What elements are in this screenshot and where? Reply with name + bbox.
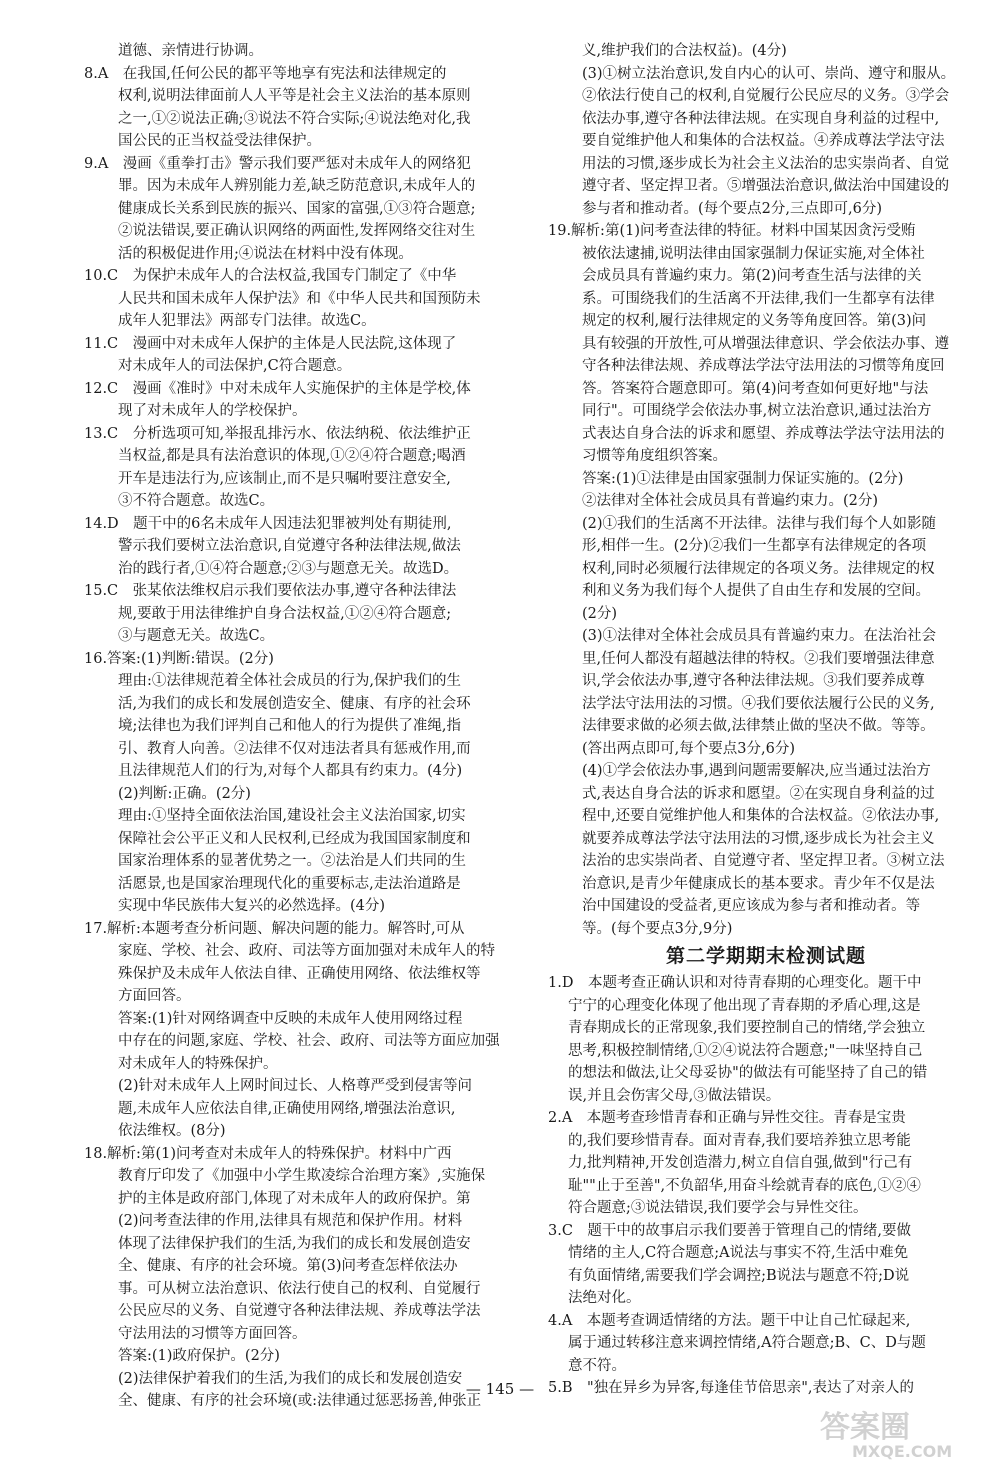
text-line: 用法的习惯,逐步成长为社会主义法治的忠实崇尚者、自觉 <box>582 155 950 172</box>
text-line: 遵守者、坚定捍卫者。⑤增强法治意识,做法治中国建设的 <box>582 178 950 194</box>
text-line: 青春期成长的正常现象,我们要控制自己的情绪,学会独立 <box>568 1020 926 1036</box>
text-line: 依法办事,遵守各种法律法规。在实现自身利益的过程中, <box>582 110 940 127</box>
text-line: 境;法律也为我们评判自己和他人的行为提供了准绳,指 <box>118 718 461 734</box>
text-line: 意不符。 <box>568 1357 626 1374</box>
text-line: 义,维护我们的合法权益)。(4分) <box>582 43 787 59</box>
text-line: 守各种法律法规、养成尊法学法守法用法的习惯等角度回 <box>582 358 945 374</box>
text-line: 当权益,都是具有法治意识的体现,①②④符合题意;喝酒 <box>118 448 466 464</box>
text-line: (2)①我们的生活离不开法律。法律与我们每个人如影随 <box>582 515 937 532</box>
text-line: 2.A 本题考查珍惜青春和正确与异性交往。青春是宝贵 <box>548 1110 906 1126</box>
text-line: 等。(每个要点3分,9分) <box>582 920 733 937</box>
text-line: 有负面情绪,需要我们学会调控;B说法与题意不符;D说 <box>568 1267 910 1284</box>
text-line: 1.D 本题考查正确认识和对待青春期的心理变化。题干中 <box>548 975 922 991</box>
text-line: 之一,①②说法正确;③说法不符合实际;④说法绝对化,我 <box>118 110 471 127</box>
text-line: 规定的权利,履行法律规定的义务等角度回答。第(3)问 <box>582 313 927 329</box>
text-line: 依法维权。(8分) <box>118 1123 226 1139</box>
text-line: 的想法和做法,让父母妥协"的做法有可能坚持了自己的错 <box>568 1065 928 1081</box>
text-line: 式表达自身合法的诉求和愿望、养成尊法学法守法用法的 <box>582 425 945 442</box>
text-line: 法治的忠实崇尚者、自觉遵守者、坚定捍卫者。③树立法 <box>582 853 945 869</box>
text-line: 利和义务为我们每个人提供了自由生存和发展的空间。 <box>582 583 930 599</box>
text-line: (2)针对未成年人上网时间过长、人格尊严受到侵害等问 <box>118 1078 473 1094</box>
text-line: 形,相伴一生。(2分)②我们一生都享有法律规定的各项 <box>582 538 927 554</box>
text-line: 活,为我们的成长和发展创造安全、健康、有序的社会环 <box>118 695 471 712</box>
text-line: 答。答案符合题意即可。第(4)问考查如何更好地"与法 <box>582 380 929 397</box>
text-line: 法律要求做的必须去做,法律禁止做的坚决不做。等等。 <box>582 718 935 734</box>
text-line: 9.A 漫画《重拳打击》警示我们要严惩对未成年人的网络犯 <box>84 155 471 172</box>
text-line: (2)判断:正确。(2分) <box>118 785 251 802</box>
text-line: 教育厅印发了《加强中小学生欺凌综合治理方案》,实施保 <box>118 1168 486 1184</box>
text-line: 4.A 本题考查调适情绪的方法。题干中让自己忙碌起来, <box>548 1312 911 1329</box>
text-line: 全、健康、有序的社会环境。第(3)问考查怎样依法办 <box>118 1258 458 1274</box>
text-line: (答出两点即可,每个要点3分,6分) <box>582 740 795 757</box>
text-line: 式,表达自身合法的诉求和愿望。②在实现自身利益的过 <box>582 785 935 802</box>
text-line: 事。可从树立法治意识、依法行使自己的权利、自觉履行 <box>118 1280 481 1297</box>
text-line: 会成员具有普遍约束力。第(2)问考查生活与法律的关 <box>582 268 922 284</box>
text-line: 里,任何人都没有超越法律的特权。②我们要增强法律意 <box>582 650 935 667</box>
text-line: 18.解析:第(1)问考查对未成年人的特殊保护。材料中广西 <box>84 1145 452 1162</box>
text-line: 健康成长关系到民族的振兴、国家的富强,①③符合题意; <box>118 200 476 217</box>
text-line: 12.C 漫画《准时》中对未成年人实施保护的主体是学校,体 <box>84 380 471 397</box>
text-line: 题,未成年人应依法自律,正确使用网络,增强法治意识, <box>118 1100 456 1117</box>
watermark-logo <box>812 1401 982 1461</box>
text-line: 的,我们要珍惜青春。面对青春,我们要培养独立思考能 <box>568 1132 911 1149</box>
text-line: (2)问考查法律的作用,法律具有规范和保护作用。材料 <box>118 1213 463 1229</box>
text-line: (2)法律保护着我们的生活,为我们的成长和发展创造安 <box>118 1370 463 1387</box>
text-line: 治的践行者,①④符合题意;②③与题意无关。故选D。 <box>118 560 459 577</box>
text-line: 14.D 题干中的6名未成年人因违法犯罪被判处有期徒刑, <box>84 515 452 532</box>
text-line: 开车是违法行为,应该制止,而不是只嘱咐要注意安全, <box>118 470 451 487</box>
text-line: 答案:(1)①法律是由国家强制力保证实施的。(2分) <box>582 470 904 487</box>
text-line: 10.C 为保护未成年人的合法权益,我国专门制定了《中华 <box>84 268 457 284</box>
text-line: 对未成年人的特殊保护。 <box>118 1055 278 1072</box>
text-line: 公民应尽的义务、自觉遵守各种法律法规、养成尊法学法 <box>118 1303 481 1319</box>
text-line: ②说法错误,要正确认识网络的两面性,发挥网络交往对生 <box>118 223 476 239</box>
text-line: 答案:(1)针对网络调查中反映的未成年人使用网络过程 <box>118 1010 463 1027</box>
text-line: 护的主体是政府部门,体现了对未成年人的政府保护。第 <box>118 1190 471 1207</box>
text-line: 要自觉维护他人和集体的合法权益。④养成尊法学法守法 <box>582 133 945 149</box>
text-line: 16.答案:(1)判断:错误。(2分) <box>84 650 274 667</box>
text-line: 11.C 漫画中对未成年人保护的主体是人民法院,这体现了 <box>84 335 457 352</box>
text-line: 3.C 题干中的故事启示我们要善于管理自己的情绪,要做 <box>548 1222 912 1239</box>
text-line: ②依法行使自己的权利,自觉履行公民应尽的义务。③学会 <box>582 88 950 104</box>
text-line: 8.A 在我国,任何公民的都平等地享有宪法和法律规定的 <box>84 65 447 82</box>
watermark-domain: MXQE.COM <box>852 1442 953 1461</box>
text-line: 耻""止于至善",不负韶华,用奋斗绘就青春的底色,①②④ <box>568 1177 921 1194</box>
text-line: 17.解析:本题考查分析问题、解决问题的能力。解答时,可从 <box>84 920 465 937</box>
text-line: 全、健康、有序的社会环境(或:法律通过惩恶扬善,伸张正 <box>118 1393 482 1409</box>
text-line: 法学法守法用法的习惯。④我们要依法履行公民的义务, <box>582 695 935 712</box>
text-line: 罪。因为未成年人辨别能力差,缺乏防范意识,未成年人的 <box>118 178 476 194</box>
text-line: (3)①树立法治意识,发自内心的认可、崇尚、遵守和服从。 <box>582 65 956 82</box>
text-line: ②法律对全体社会成员具有普遍约束力。(2分) <box>582 493 879 509</box>
text-line: 道德、亲情进行协调。 <box>118 43 263 59</box>
text-line: 符合题意;③说法错误,我们要学会与异性交往。 <box>568 1200 868 1216</box>
text-line: 国公民的正当权益受法律保护。 <box>118 133 321 149</box>
text-line: 属于通过转移注意来调控情绪,A符合题意;B、C、D与题 <box>568 1335 926 1351</box>
text-line: ③不符合题意。故选C。 <box>118 493 275 509</box>
text-line: 殊保护及未成年人依法自律、正确使用网络、依法维权等 <box>118 965 481 982</box>
text-line: 法绝对化。 <box>568 1290 641 1306</box>
text-line: ③与题意无关。故选C。 <box>118 628 275 644</box>
text-line: (3)①法律对全体社会成员具有普遍约束力。在法治社会 <box>582 628 937 644</box>
text-line: 权利,说明法律面前人人平等是社会主义法治的基本原则 <box>118 88 471 104</box>
text-line: 思考,积极控制情绪,①②④说法符合题意;"一味坚持自己 <box>568 1042 923 1059</box>
text-line: 识,学会依法办事,遵守各种法律法规。③我们要养成尊 <box>582 673 925 689</box>
text-line: 理由:①法律规范着全体社会成员的行为,保护我们的生 <box>118 673 461 689</box>
text-line: 引、教育人向善。②法律不仅对违法者具有惩戒作用,而 <box>118 740 471 757</box>
text-line: 情绪的主人,C符合题意;A说法与事实不符,生活中难免 <box>568 1245 909 1261</box>
text-line: 力,批判精神,开发创造潜力,树立自信自强,做到"行己有 <box>568 1155 913 1171</box>
text-line: 同行"。可围绕学会依法办事,树立法治意识,通过法治方 <box>582 403 932 419</box>
text-line: 参与者和推动者。(每个要点2分,三点即可,6分) <box>582 200 882 217</box>
text-line: 被依法逮捕,说明法律由国家强制力保证实施,对全体社 <box>582 245 925 262</box>
text-line: 理由:①坚持全面依法治国,建设社会主义法治国家,切实 <box>118 808 466 824</box>
text-line: 体现了法律保护我们的生活,为我们的成长和发展创造安 <box>118 1235 471 1252</box>
text-line: 19.解析:第(1)问考查法律的特征。材料中国某因贪污受贿 <box>548 223 916 239</box>
left-column <box>84 40 520 1413</box>
text-line: 系。可围绕我们的生活离不开法律,我们一生都享有法律 <box>582 290 935 307</box>
text-line: 方面回答。 <box>118 988 191 1004</box>
text-line: 国家治理体系的显著优势之一。②法治是人们共同的生 <box>118 853 466 869</box>
text-line: (4)①学会依法办事,遇到问题需要解决,应当通过法治方 <box>582 763 931 779</box>
text-line: 5.B "独在异乡为异客,每逢佳节倍思亲",表达了对亲人的 <box>548 1380 915 1396</box>
page-number: — 145 — <box>465 1380 535 1398</box>
text-line: 家庭、学校、社会、政府、司法等方面加强对未成年人的特 <box>118 943 495 959</box>
text-line: 对未成年人的司法保护,C符合题意。 <box>118 358 352 374</box>
text-line: 保障社会公平正义和人民权利,已经成为我国国家制度和 <box>118 830 471 847</box>
text-line: 治中国建设的受益者,更应该成为参与者和推动者。等 <box>582 898 921 914</box>
text-line: (2分) <box>582 605 618 622</box>
text-line: 权利,同时必须履行法律规定的各项义务。法律规定的权 <box>582 560 935 577</box>
text-line: 规,要敢于用法律维护自身合法权益,①②④符合题意; <box>118 605 452 622</box>
text-line: 治意识,是青少年健康成长的基本要求。青少年不仅是法 <box>582 875 935 892</box>
text-line: 误,并且会伤害父母,③做法错误。 <box>568 1087 781 1104</box>
text-line: 守法用法的习惯等方面回答。 <box>118 1325 307 1342</box>
watermark-brand: 答案圈 <box>820 1410 910 1445</box>
text-line: 且法律规范人们的行为,对每个人都具有约束力。(4分) <box>118 763 463 779</box>
text-line: 习惯等角度组织答案。 <box>582 448 727 464</box>
text-line: 人民共和国未成年人保护法》和《中华人民共和国预防未 <box>118 290 481 307</box>
right-column <box>548 40 984 1400</box>
text-line: 现了对未成年人的学校保护。 <box>118 403 307 419</box>
text-line: 13.C 分析选项可知,举报乱排污水、依法纳税、依法维护正 <box>84 425 471 442</box>
text-line: 就要养成尊法学法守法用法的习惯,逐步成长为社会主义 <box>582 830 935 847</box>
text-line: 宁宁的心理变化体现了他出现了青春期的矛盾心理,这是 <box>568 997 921 1014</box>
text-line: 成年人犯罪法》两部专门法律。故选C。 <box>118 313 376 329</box>
text-line: 15.C 张某依法维权启示我们要依法办事,遵守各种法律法 <box>84 583 457 599</box>
text-line: 答案:(1)政府保护。(2分) <box>118 1348 280 1364</box>
text-line: 具有较强的开放性,可从增强法律意识、学会依法办事、遵 <box>582 335 950 352</box>
text-line: 实现中华民族伟大复兴的必然选择。(4分) <box>118 898 386 914</box>
section-heading: 第二学期期末检测试题 <box>665 945 866 967</box>
text-line: 中存在的问题,家庭、学校、社会、政府、司法等方面应加强 <box>118 1033 500 1049</box>
text-line: 活的积极促进作用;④说法在材料中没有体现。 <box>118 245 413 262</box>
text-line: 警示我们要树立法治意识,自觉遵守各种法律法规,做法 <box>118 538 461 554</box>
text-line: 程中,还要自觉维护他人和集体的合法权益。②依法办事, <box>582 808 940 824</box>
text-line: 活愿景,也是国家治理现代化的重要标志,走法治道路是 <box>118 875 461 892</box>
